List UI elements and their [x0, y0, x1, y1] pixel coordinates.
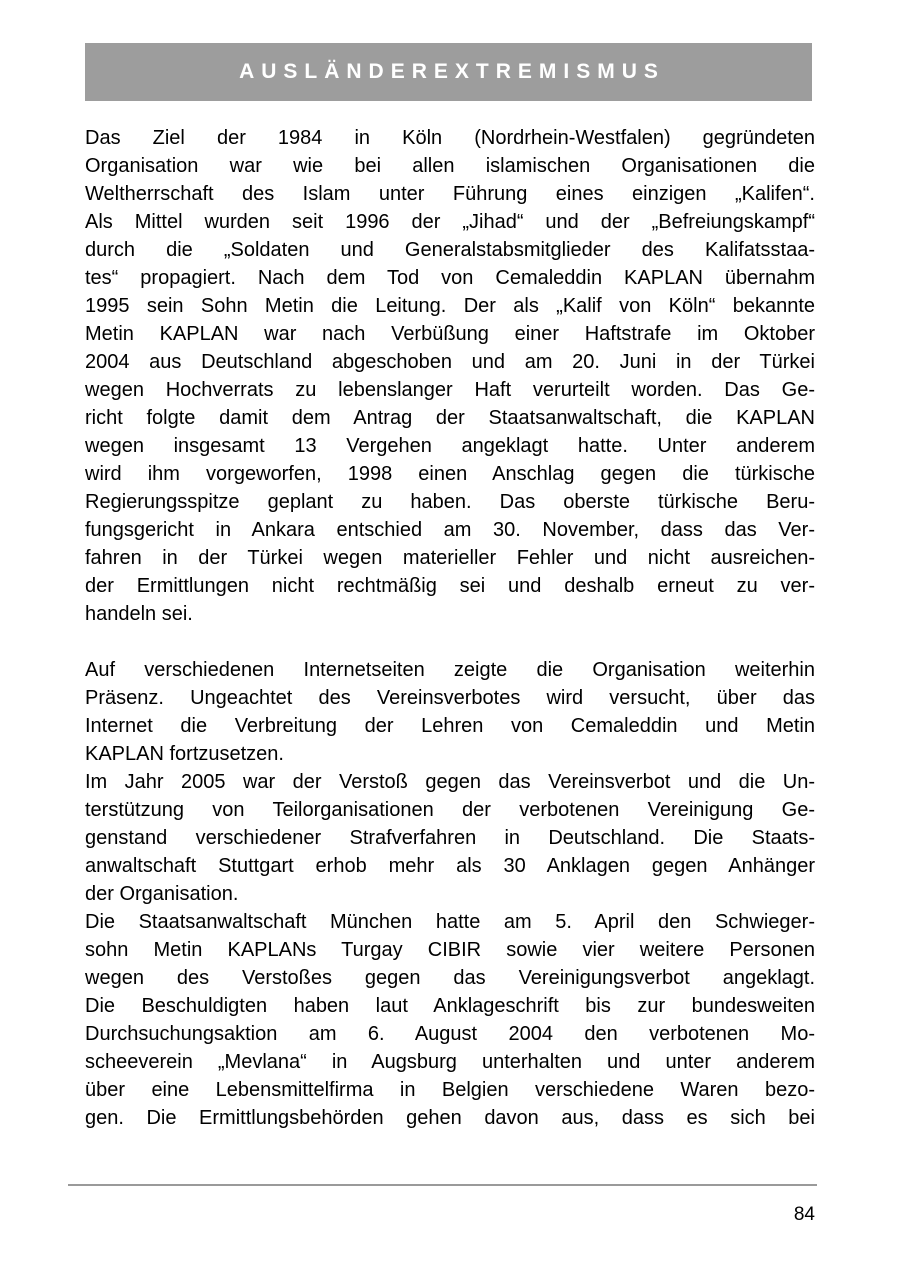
text-line: wegen Hochverrats zu lebenslanger Haft verurteilt worden. Das Ge- — [85, 379, 815, 401]
text-line: scheeverein „Mevlana“ in Augsburg unterhalten und unter anderem — [85, 1051, 815, 1073]
text-line: Die Beschuldigten haben laut Anklageschrift bis zur bundesweiten — [85, 995, 815, 1017]
text-line: wird ihm vorgeworfen, 1998 einen Anschlag gegen die türkische — [85, 463, 815, 485]
text-line: Weltherrschaft des Islam unter Führung eines einzigen „Kalifen“. — [85, 183, 815, 205]
text-line: gen. Die Ermittlungsbehörden gehen davon aus, dass es sich bei — [85, 1107, 815, 1129]
text-line: Im Jahr 2005 war der Verstoß gegen das Vereinsverbot und die Un- — [85, 771, 815, 793]
text-line: Die Staatsanwaltschaft München hatte am 5. April den Schwieger- — [85, 911, 815, 933]
text-line: Metin KAPLAN war nach Verbüßung einer Haftstrafe im Oktober — [85, 323, 815, 345]
text-line: genstand verschiedener Strafverfahren in Deutschland. Die Staats- — [85, 827, 815, 849]
text-line: Organisation war wie bei allen islamischen Organisationen die — [85, 155, 815, 177]
text-line: Als Mittel wurden seit 1996 der „Jihad“ und der „Befreiungskampf“ — [85, 211, 815, 233]
text-line: Regierungsspitze geplant zu haben. Das oberste türkische Beru- — [85, 491, 815, 513]
footer-divider — [68, 1184, 817, 1186]
text-line: der Organisation. — [85, 883, 239, 905]
text-line: Das Ziel der 1984 in Köln (Nordrhein-Westfalen) gegründeten — [85, 127, 815, 149]
text-line: 2004 aus Deutschland abgeschoben und am 20. Juni in der Türkei — [85, 351, 815, 373]
text-line: wegen insgesamt 13 Vergehen angeklagt hatte. Unter anderem — [85, 435, 815, 457]
section-header-bar — [85, 43, 812, 101]
text-line: sohn Metin KAPLANs Turgay CIBIR sowie vier weitere Personen — [85, 939, 815, 961]
paragraph — [85, 908, 815, 1132]
text-line: Auf verschiedenen Internetseiten zeigte die Organisation weiterhin — [85, 659, 815, 681]
text-line: durch die „Soldaten und Generalstabsmitglieder des Kalifatsstaa- — [85, 239, 815, 261]
text-line: wegen des Verstoßes gegen das Vereinigungsverbot angeklagt. — [85, 967, 815, 989]
text-line: 1995 sein Sohn Metin die Leitung. Der als „Kalif von Köln“ bekannte — [85, 295, 815, 317]
paragraph — [85, 656, 815, 768]
page-content — [85, 43, 815, 1132]
text-line: Durchsuchungsaktion am 6. August 2004 den verbotenen Mo- — [85, 1023, 815, 1045]
paragraph — [85, 124, 815, 628]
text-line: Internet die Verbreitung der Lehren von Cemaleddin und Metin — [85, 715, 815, 737]
text-line: handeln sei. — [85, 603, 193, 625]
text-line: fahren in der Türkei wegen materieller Fehler und nicht ausreichen- — [85, 547, 815, 569]
text-line: Präsenz. Ungeachtet des Vereinsverbotes wird versucht, über das — [85, 687, 815, 709]
text-line: richt folgte damit dem Antrag der Staatsanwaltschaft, die KAPLAN — [85, 407, 815, 429]
text-line: fungsgericht in Ankara entschied am 30. November, dass das Ver- — [85, 519, 815, 541]
text-line: über eine Lebensmittelfirma in Belgien verschiedene Waren bezo- — [85, 1079, 815, 1101]
text-line: tes“ propagiert. Nach dem Tod von Cemaleddin KAPLAN übernahm — [85, 267, 815, 289]
document-body — [85, 124, 815, 1132]
page-number: 84 — [793, 1204, 815, 1225]
paragraph — [85, 768, 815, 908]
text-line: terstützung von Teilorganisationen der verbotenen Vereinigung Ge- — [85, 799, 815, 821]
text-line: der Ermittlungen nicht rechtmäßig sei und deshalb erneut zu ver- — [85, 575, 815, 597]
section-title: AUSLÄNDEREXTREMISMUS — [239, 60, 665, 83]
text-line: KAPLAN fortzusetzen. — [85, 743, 284, 765]
text-line: anwaltschaft Stuttgart erhob mehr als 30 Anklagen gegen Anhänger — [85, 855, 815, 877]
